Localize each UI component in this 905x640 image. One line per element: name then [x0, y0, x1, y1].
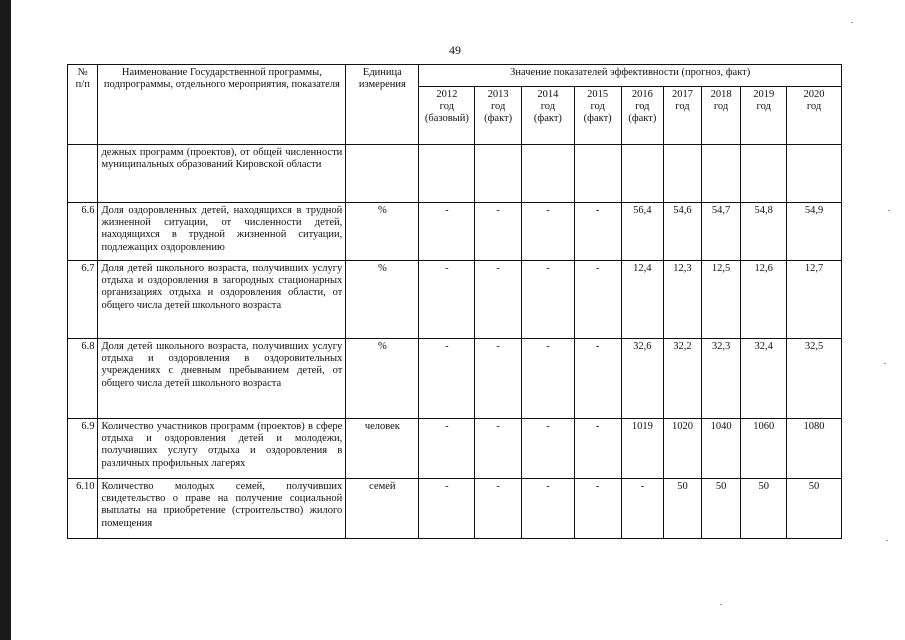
row-value: - — [574, 261, 621, 339]
scan-speck — [851, 22, 853, 23]
row-value: 12,5 — [701, 261, 741, 339]
row-value: 32,6 — [621, 339, 664, 419]
row-indicator-name: Количество молодых семей, получивших свидетельство о праве на получение социальной выплаты на приобретение (строительство) жилого помещения — [98, 479, 346, 539]
row-indicator-name: Доля оздоровленных детей, находящихся в трудной жизненной ситуации, от численности детей, находящихся в трудной жизненной ситуации, подлежащих оздоровлению — [98, 203, 346, 261]
row-value: - — [419, 261, 475, 339]
header-year-2019: 2019 год — [741, 87, 787, 145]
row-value: 54,9 — [787, 203, 842, 261]
row-value: 1040 — [701, 419, 741, 479]
row-value: 50 — [741, 479, 787, 539]
row-unit: % — [346, 261, 419, 339]
row-value: - — [475, 261, 522, 339]
header-year-2012: 2012 год (базовый) — [419, 87, 475, 145]
row-value: 12,7 — [787, 261, 842, 339]
row-value: 32,4 — [741, 339, 787, 419]
row-value: 50 — [664, 479, 702, 539]
row-num — [68, 145, 98, 203]
row-value — [787, 145, 842, 203]
header-row-top — [68, 65, 842, 87]
header-year-2015: 2015 год (факт) — [574, 87, 621, 145]
row-value: 50 — [701, 479, 741, 539]
row-value: 54,8 — [741, 203, 787, 261]
row-value: - — [574, 203, 621, 261]
row-value: 32,3 — [701, 339, 741, 419]
row-indicator-name: Доля детей школьного возраста, получивших услугу отдыха и оздоровления в загородных стационарных организациях отдыха и оздоровления области, от общего числа детей школьного возраста — [98, 261, 346, 339]
row-indicator-name: дежных программ (проектов), от общей численности муниципальных образований Кировской области — [98, 145, 346, 203]
row-value: - — [475, 339, 522, 419]
row-value: - — [522, 203, 575, 261]
row-value — [701, 145, 741, 203]
row-value: - — [419, 419, 475, 479]
table-row — [68, 339, 842, 419]
row-value — [522, 145, 575, 203]
row-num: 6.9 — [68, 419, 98, 479]
row-value: - — [419, 339, 475, 419]
header-values: Значение показателей эффективности (прогноз, факт) — [419, 65, 842, 87]
header-year-2018: 2018 год — [701, 87, 741, 145]
row-unit: % — [346, 339, 419, 419]
row-value: - — [574, 419, 621, 479]
row-value: - — [574, 339, 621, 419]
row-value: - — [522, 419, 575, 479]
row-value: 1060 — [741, 419, 787, 479]
indicators-table — [67, 64, 842, 539]
row-value — [574, 145, 621, 203]
header-num: № п/п — [68, 65, 98, 145]
scan-edge-bar — [0, 0, 11, 640]
row-indicator-name: Количество участников программ (проектов) в сфере отдыха и оздоровления детей и молодежи, получивших услугу отдыха и оздоровления в различных профильных лагерях — [98, 419, 346, 479]
scan-speck — [888, 210, 890, 211]
row-value: 54,6 — [664, 203, 702, 261]
row-value: 12,6 — [741, 261, 787, 339]
header-year-2013: 2013 год (факт) — [475, 87, 522, 145]
row-unit — [346, 145, 419, 203]
row-num: 6.7 — [68, 261, 98, 339]
row-value: - — [419, 203, 475, 261]
row-unit: % — [346, 203, 419, 261]
row-num: 6.8 — [68, 339, 98, 419]
row-value: 56,4 — [621, 203, 664, 261]
row-value: - — [574, 479, 621, 539]
scan-speck — [886, 540, 888, 541]
row-value — [475, 145, 522, 203]
row-value: - — [475, 479, 522, 539]
row-value: 32,2 — [664, 339, 702, 419]
header-year-2017: 2017 год — [664, 87, 702, 145]
row-value — [664, 145, 702, 203]
row-value: 12,3 — [664, 261, 702, 339]
header-year-2014: 2014 год (факт) — [522, 87, 575, 145]
row-value: - — [475, 203, 522, 261]
row-value — [621, 145, 664, 203]
scan-speck — [720, 604, 722, 605]
table-row — [68, 419, 842, 479]
row-value: - — [522, 339, 575, 419]
page-number: 49 — [449, 43, 461, 57]
row-value: 12,4 — [621, 261, 664, 339]
row-value — [419, 145, 475, 203]
table-row — [68, 145, 842, 203]
table-row — [68, 203, 842, 261]
row-value: 54,7 — [701, 203, 741, 261]
header-year-2016: 2016 год (факт) — [621, 87, 664, 145]
row-unit: человек — [346, 419, 419, 479]
header-year-2020: 2020 год — [787, 87, 842, 145]
row-value: 1080 — [787, 419, 842, 479]
table-row — [68, 479, 842, 539]
row-indicator-name: Доля детей школьного возраста, получивших услугу отдыха и оздоровления в оздоровительных учреждениях с дневным пребыванием детей, от общего числа детей школьного возраста — [98, 339, 346, 419]
row-value: - — [621, 479, 664, 539]
row-value: - — [522, 479, 575, 539]
row-value: - — [522, 261, 575, 339]
row-value: 50 — [787, 479, 842, 539]
row-value: - — [419, 479, 475, 539]
scan-speck — [884, 363, 886, 364]
row-value: 1020 — [664, 419, 702, 479]
row-value: - — [475, 419, 522, 479]
header-unit: Единица измерения — [346, 65, 419, 145]
row-value: 1019 — [621, 419, 664, 479]
row-value — [741, 145, 787, 203]
header-name: Наименование Государственной программы, подпрограммы, отдельного мероприятия, показателя — [98, 65, 346, 145]
row-num: 6.6 — [68, 203, 98, 261]
row-unit: семей — [346, 479, 419, 539]
table-row — [68, 261, 842, 339]
row-num: 6.10 — [68, 479, 98, 539]
row-value: 32,5 — [787, 339, 842, 419]
